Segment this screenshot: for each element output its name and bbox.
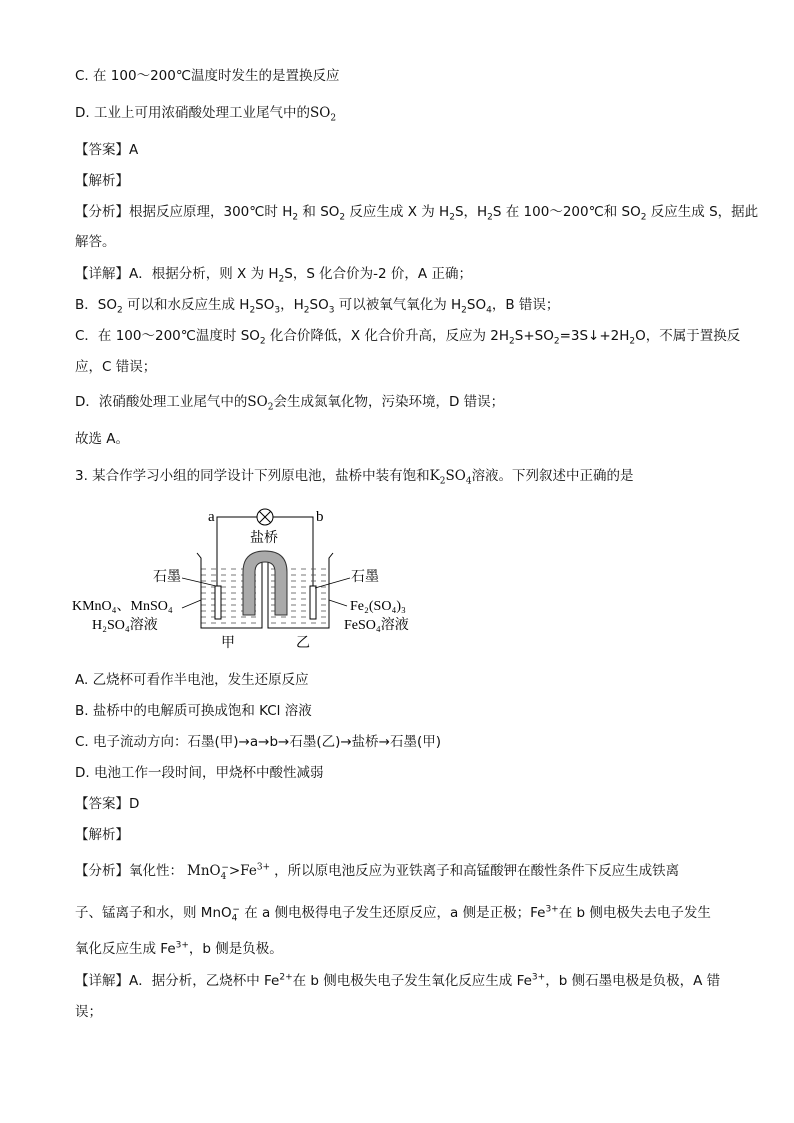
- q2-xiangjie-d: D．浓硝酸处理工业尾气中的$SO_2$会生成氮氧化物，污染环境，D 错误；: [75, 394, 505, 413]
- label-b: b: [316, 509, 324, 525]
- left-solution-line1: KMnO₄、MnSO₄: [72, 599, 173, 614]
- q3-analysis-heading: 【解析】: [75, 827, 129, 843]
- q2-option-d: D. 工业上可用浓硝酸处理工业尾气中的$SO_2$: [75, 105, 337, 124]
- label-a: a: [208, 509, 215, 525]
- right-solution-line1: Fe₂(SO₄)₃: [350, 599, 406, 614]
- q3-option-a: A. 乙烧杯可看作半电池，发生还原反应: [75, 672, 309, 688]
- q2-choose: 故选 A。: [75, 431, 130, 447]
- q2-xiangjie-c-line2: 应，C 错误；: [75, 359, 157, 375]
- graphite-right-electrode: [310, 586, 316, 619]
- q3-option-c: C. 电子流动方向：石墨(甲)→a→b→石墨(乙)→盐桥→石墨(甲): [75, 734, 442, 750]
- graphite-left-electrode: [215, 586, 221, 619]
- q3-fenxi-line3: 氧化反应生成 $Fe^{3+}$，b 侧是负极。: [75, 940, 283, 957]
- q2-xiangjie-c-line1: C．在 100～200℃温度时 $SO_2$ 化合价降低，X 化合价升高，反应为 $2H_2S+SO_2=3S↓+2H_2O$，不属于置换反: [75, 328, 741, 347]
- q2-fenxi-line1: 【分析】根据反应原理，300℃时 $H_2$ 和 $SO_2$ 反应生成 X 为 $H_2S$，$H_2S$ 在 100～200℃和 $SO_2$ 反应生成 S，据此: [75, 204, 759, 223]
- salt-bridge: [243, 551, 287, 615]
- beaker-right-label: 乙: [296, 636, 310, 651]
- q2-fenxi-line2: 解答。: [75, 234, 116, 250]
- q2-option-c: C. 在 100～200℃温度时发生的是置换反应: [75, 68, 340, 84]
- graphite-left-label: 石墨: [153, 570, 181, 585]
- q3-option-d: D. 电池工作一段时间，甲烧杯中酸性减弱: [75, 765, 324, 781]
- q3-option-b: B. 盐桥中的电解质可换成饱和 KCl 溶液: [75, 703, 312, 719]
- beaker-left-label: 甲: [221, 636, 235, 651]
- q3-xiangjie-a-line1: 【详解】A．据分析，乙烧杯中 $Fe^{2+}$在 b 侧电极失电子发生氧化反应生成 $Fe^{3+}$，b 侧石墨电极是负极，A 错: [75, 972, 721, 989]
- q3-xiangjie-a-line2: 误；: [75, 1004, 102, 1020]
- q2-xiangjie-b: B．$SO_2$ 可以和水反应生成 $H_2SO_3$，$H_2SO_3$ 可以被氧气氧化为 $H_2SO_4$，B 错误；: [75, 297, 560, 316]
- right-solution-line2: FeSO₄溶液: [344, 618, 409, 633]
- graphite-right-label: 石墨: [351, 570, 379, 585]
- q3-answer: 【答案】D: [75, 796, 140, 812]
- q3-stem: 3. 某合作学习小组的同学设计下列原电池，盐桥中装有饱和$K_2SO_4$溶液。下列叙述中正确的是: [75, 468, 634, 487]
- galvanic-cell-figure: [70, 500, 440, 660]
- lamp-icon: [257, 509, 273, 525]
- salt-bridge-label: 盐桥: [250, 531, 278, 546]
- q3-fenxi-line2: 子、锰离子和水，则 MnO$_4$− 在 a 侧电极得电子发生还原反应，a 侧是正极；$Fe^{3+}$在 b 侧电极失去电子发生: [75, 904, 711, 924]
- q2-analysis-heading: 【解析】: [75, 173, 129, 189]
- q2-xiangjie-a: 【详解】A．根据分析，则 X 为 $H_2S$，S 化合价为-2 价，A 正确；: [75, 266, 472, 285]
- left-solution-line2: H₂SO₄溶液: [92, 618, 158, 633]
- q2-answer: 【答案】A: [75, 142, 139, 158]
- q3-fenxi-line1: 【分析】氧化性： $MnO_4^->Fe^{3+}$ ，所以原电池反应为亚铁离子和高锰酸钾在酸性条件下反应生成铁离: [75, 862, 680, 882]
